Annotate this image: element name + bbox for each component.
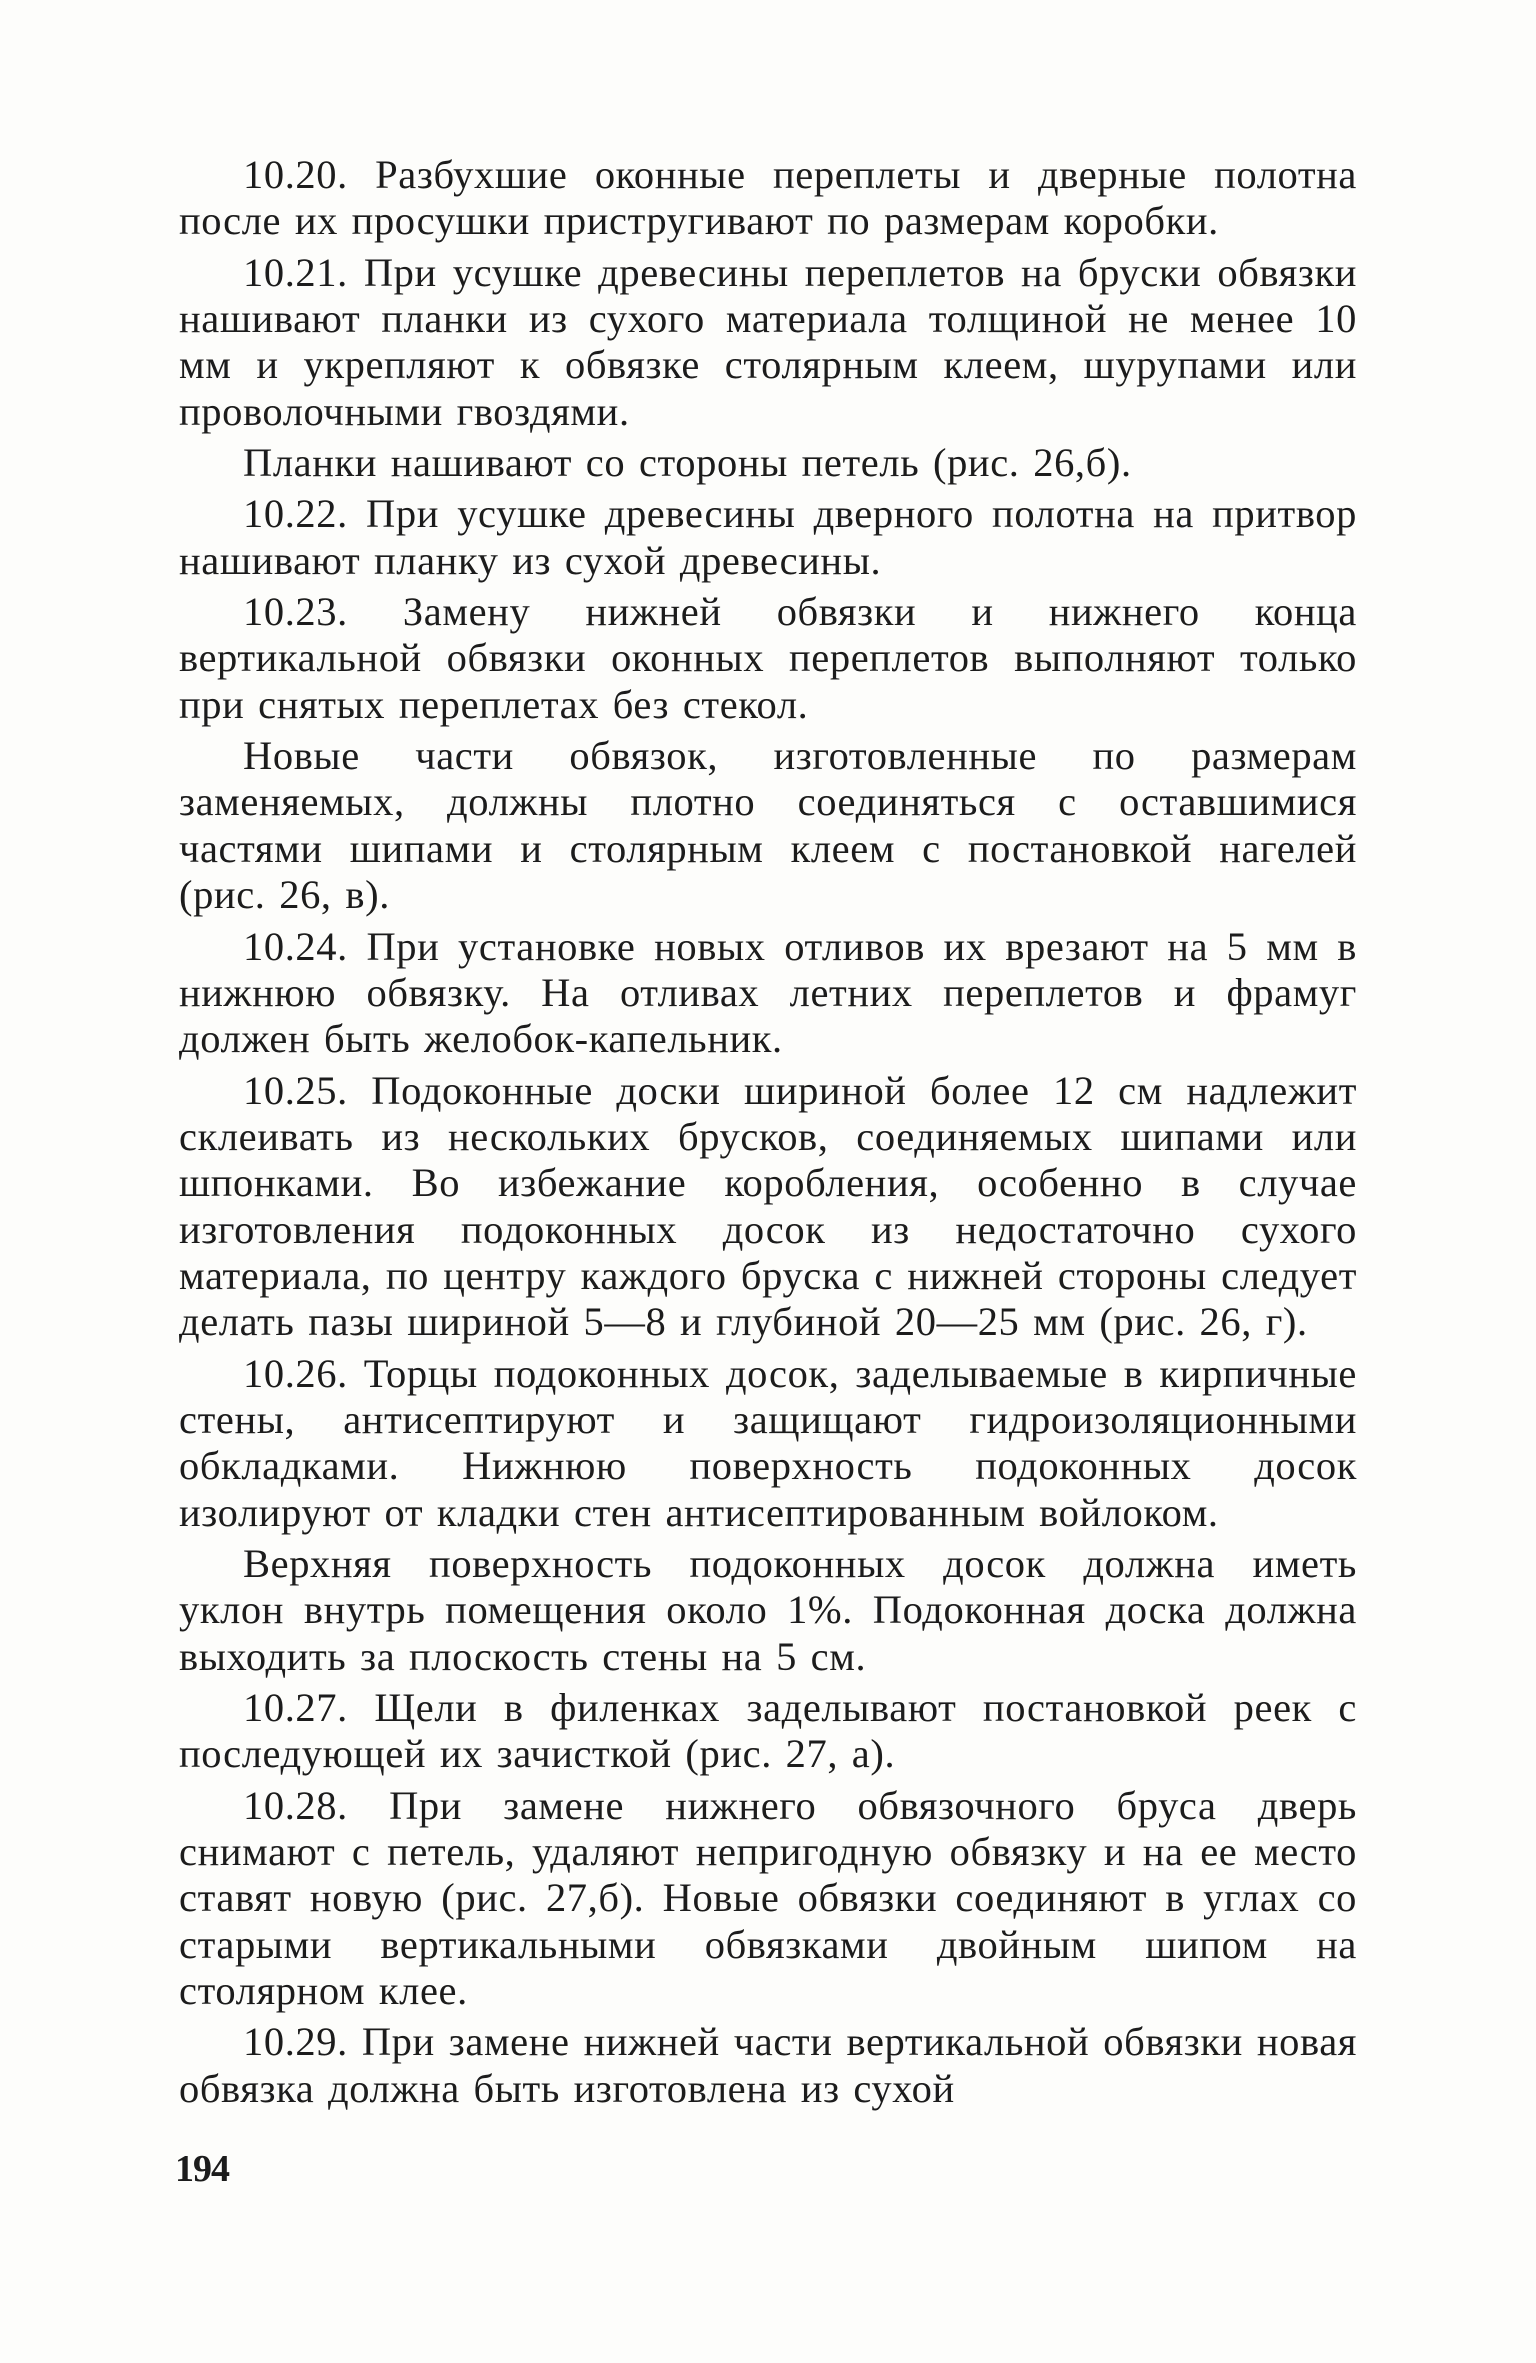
paragraph-10-23-cont: Новые части обвязок, изготовленные по размерам заменяемых, должны плотно соединяться с оставшимися частями шипами и столярным клеем с постановкой нагелей (рис. 26, в). — [179, 733, 1357, 918]
paragraph-10-21: 10.21. При усушке древесины переплетов на бруски обвязки нашивают планки из сухого материала толщиной не менее 10 мм и укрепляют к обвязке столярным клеем, шурупами или проволочными гвоздями. — [179, 249, 1357, 434]
paragraph-10-25: 10.25. Подоконные доски шириной более 12 см надлежит склеивать из нескольких брусков, соединяемых шипами или шпонками. Во избежание коробления, особенно в случае изготовления подоконных досок из недостаточно сухого материала, по центру каждого бруска с нижней стороны следует делать пазы шириной 5—8 и глубиной 20—25 мм (рис. 26, г). — [179, 1067, 1357, 1345]
page-number: 194 — [175, 2148, 229, 2190]
paragraph-10-27: 10.27. Щели в филенках заделывают постановкой реек с последующей их зачисткой (рис. 27, а). — [179, 1685, 1357, 1777]
body-text — [179, 152, 1357, 2117]
paragraph-10-23: 10.23. Замену нижней обвязки и нижнего конца вертикальной обвязки оконных переплетов выполняют только при снятых переплетах без стекол. — [179, 589, 1357, 727]
paragraph-10-29: 10.29. При замене нижней части вертикальной обвязки новая обвязка должна быть изготовлена из сухой — [179, 2019, 1357, 2111]
paragraph-10-24: 10.24. При установке новых отливов их врезают на 5 мм в нижнюю обвязку. На отливах летних переплетов и фрамуг должен быть желобок-капельник. — [179, 923, 1357, 1062]
paragraph-10-20: 10.20. Разбухшие оконные переплеты и дверные полотна после их просушки пристругивают по размерам коробки. — [179, 152, 1357, 244]
paragraph-10-26: 10.26. Торцы подоконных досок, заделываемые в кирпичные стены, антисептируют и защищают гидроизоляционными обкладками. Нижнюю поверхность подоконных досок изолируют от кладки стен антисептированным войлоком. — [179, 1350, 1357, 1535]
paragraph-10-22: 10.22. При усушке древесины дверного полотна на притвор нашивают планку из сухой древесины. — [179, 491, 1357, 583]
paragraph-10-21-cont: Планки нашивают со стороны петель (рис. 26,б). — [243, 440, 1132, 486]
paragraph-10-26-cont: Верхняя поверхность подоконных досок должна иметь уклон внутрь помещения около 1%. Подоконная доска должна выходить за плоскость стены на 5 см. — [179, 1540, 1357, 1679]
paragraph-10-28: 10.28. При замене нижнего обвязочного бруса дверь снимают с петель, удаляют непригодную обвязку и на ее место ставят новую (рис. 27,б). Новые обвязки соединяют в углах со старыми вертикальными обвязками двойным шипом на столярном клее. — [179, 1782, 1357, 2014]
